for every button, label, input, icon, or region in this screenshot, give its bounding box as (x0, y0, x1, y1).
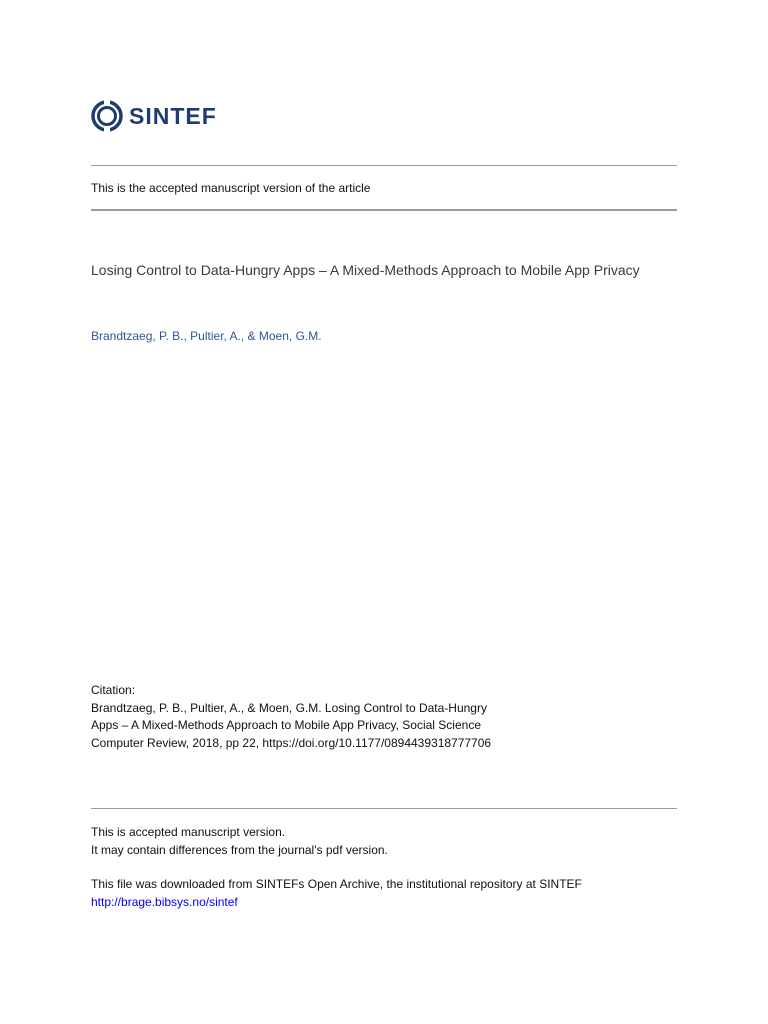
notice-divider (91, 209, 677, 211)
logo-wordmark: SINTEF (129, 103, 217, 129)
footer-archive-note: This file was downloaded from SINTEFs Open Archive, the institutional repository at SINTEF (91, 877, 582, 891)
footer-difference-note: It may contain differences from the journal's pdf version. (91, 842, 388, 857)
article-authors: Brandtzaeg, P. B., Pultier, A., & Moen, G.M. (91, 329, 322, 343)
top-divider (91, 165, 677, 166)
citation-line: Computer Review, 2018, pp 22, https://doi.org/10.1177/0894439318777706 (91, 735, 492, 750)
article-title: Losing Control to Data-Hungry Apps – A Mixed-Methods Approach to Mobile App Privacy (91, 262, 640, 278)
manuscript-notice: This is the accepted manuscript version of the article (91, 181, 371, 195)
footer-divider (91, 808, 677, 809)
footer-block (91, 824, 582, 911)
archive-link[interactable]: http://brage.bibsys.no/sintef (91, 894, 238, 909)
footer-version-note: This is accepted manuscript version. (91, 825, 286, 839)
sintef-logo (91, 100, 217, 132)
citation-label: Citation: (91, 683, 136, 697)
sintef-logo-icon (91, 100, 123, 132)
citation-line: Brandtzaeg, P. B., Pultier, A., & Moen, G.M. Losing Control to Data-Hungry (91, 700, 487, 715)
citation-line: Apps – A Mixed-Methods Approach to Mobile App Privacy, Social Science (91, 718, 481, 732)
citation-block (91, 682, 551, 752)
